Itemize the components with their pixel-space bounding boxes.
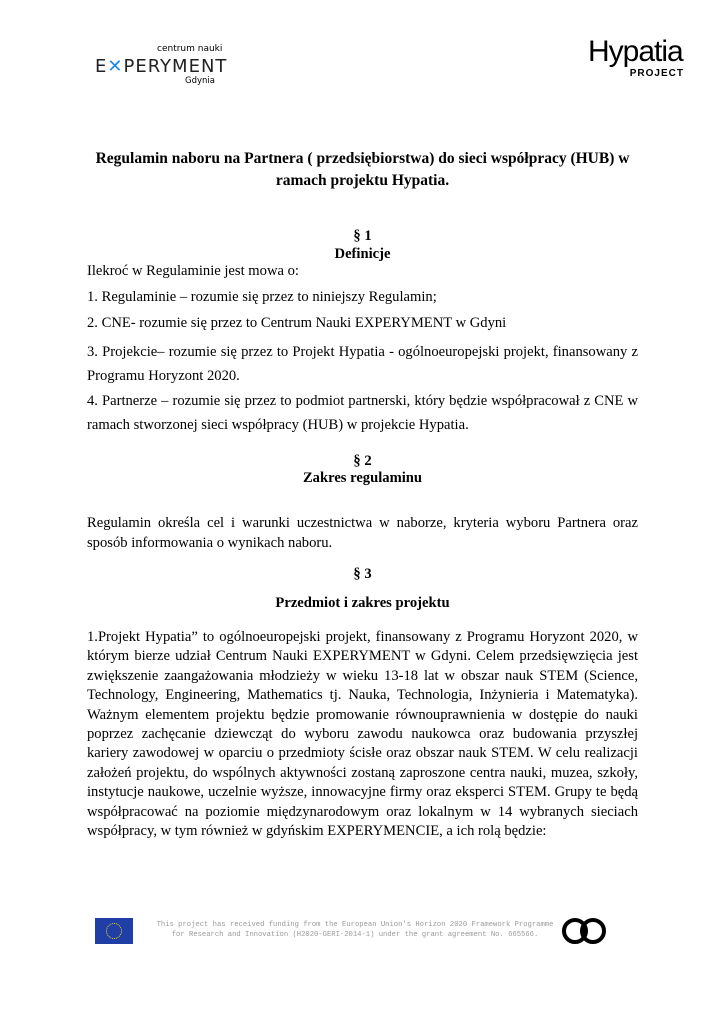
paragraph: Ilekroć w Regulaminie jest mowa o: xyxy=(87,263,299,279)
experyment-logo xyxy=(95,42,235,90)
list-item: 2. CNE- rozumie się przez to Centrum Nauki EXPERYMENT w Gdyni xyxy=(87,315,507,331)
section-number: § 2 xyxy=(353,453,372,469)
section-number: § 1 xyxy=(353,228,372,244)
footer-funding-note: This project has received funding from the European Union's Horizon 2020 Framework Programme for Research and Innovation (H2020-GERI-2014-1) under the grant agreement No. 665566. xyxy=(156,921,554,939)
section-heading: Przedmiot i zakres projektu xyxy=(275,595,450,611)
paragraph: 1.Projekt Hypatia” to ogólnoeuropejski projekt, finansowany z Programu Horyzont 2020, w którym bierze udział Centrum Nauki EXPERYMENT w Gdyni. Celem przedsięwzięcia jest zwiększenie zaangażowania młodzieży w wieku 13-18 lat w obszar nauk STEM (Science, Technology, Engineering, Mathematics tj. Nauka, Technologia, Inżynieria i Matematyka). Ważnym elementem projektu będzie promowanie równouprawnienia w dostępie do nauki poprzez zachęcanie dziewcząt do wyboru zawodu naukowca oraz budowania przyszłej kariery zawodowej w oparciu o przedmioty ścisłe oraz obszar nauk STEM. W celu realizacji założeń projektu, do wspólnych aktywności zostaną zaproszone centra nauki, muzea, szkoły, instytucje naukowe, uczelnie wyższe, innowacyjne firmy oraz eksperci STEM. Grupy te będą współpracować na poziomie międzynarodowym oraz lokalnym w 14 wybranych sieciach współpracy, w tym również w gdyńskim EXPERYMENCIE, a ich rolą będzie: xyxy=(87,629,638,840)
hypatia-logo xyxy=(588,36,684,86)
infinity-logo-icon xyxy=(562,918,608,944)
list-item: 4. Partnerze – rozumie się przez to podmiot partnerski, który będzie współpracował z CNE w ramach stworzonej sieci współpracy (HUB) w projekcie Hypatia. xyxy=(87,393,638,433)
logo-text: PROJECT xyxy=(629,68,684,79)
list-item: 3. Projekcie– rozumie się przez to Projekt Hypatia - ogólnoeuropejski projekt, finansowany z Programu Horyzont 2020. xyxy=(87,344,638,384)
title-line: Regulamin naboru na Partnera ( przedsiębiorstwa) do sieci współpracy (HUB) w xyxy=(95,150,630,167)
logo-text: Gdynia xyxy=(185,76,215,86)
section-heading: Definicje xyxy=(334,246,391,262)
logo-text: E✕PERYMENT xyxy=(95,56,228,77)
title-line: ramach projektu Hypatia. xyxy=(275,172,450,189)
logo-text: Hypatia xyxy=(588,35,683,68)
section-number: § 3 xyxy=(353,566,372,582)
section-heading: Zakres regulaminu xyxy=(302,470,423,486)
list-item: 1. Regulaminie – rozumie się przez to niniejszy Regulamin; xyxy=(87,289,437,305)
logo-text: centrum nauki xyxy=(157,44,223,54)
document-title xyxy=(87,148,638,192)
paragraph: Regulamin określa cel i warunki uczestnictwa w naborze, kryteria wyboru Partnera oraz sposób informowania o wynikach naboru. xyxy=(87,515,638,551)
eu-flag-icon xyxy=(95,918,133,944)
